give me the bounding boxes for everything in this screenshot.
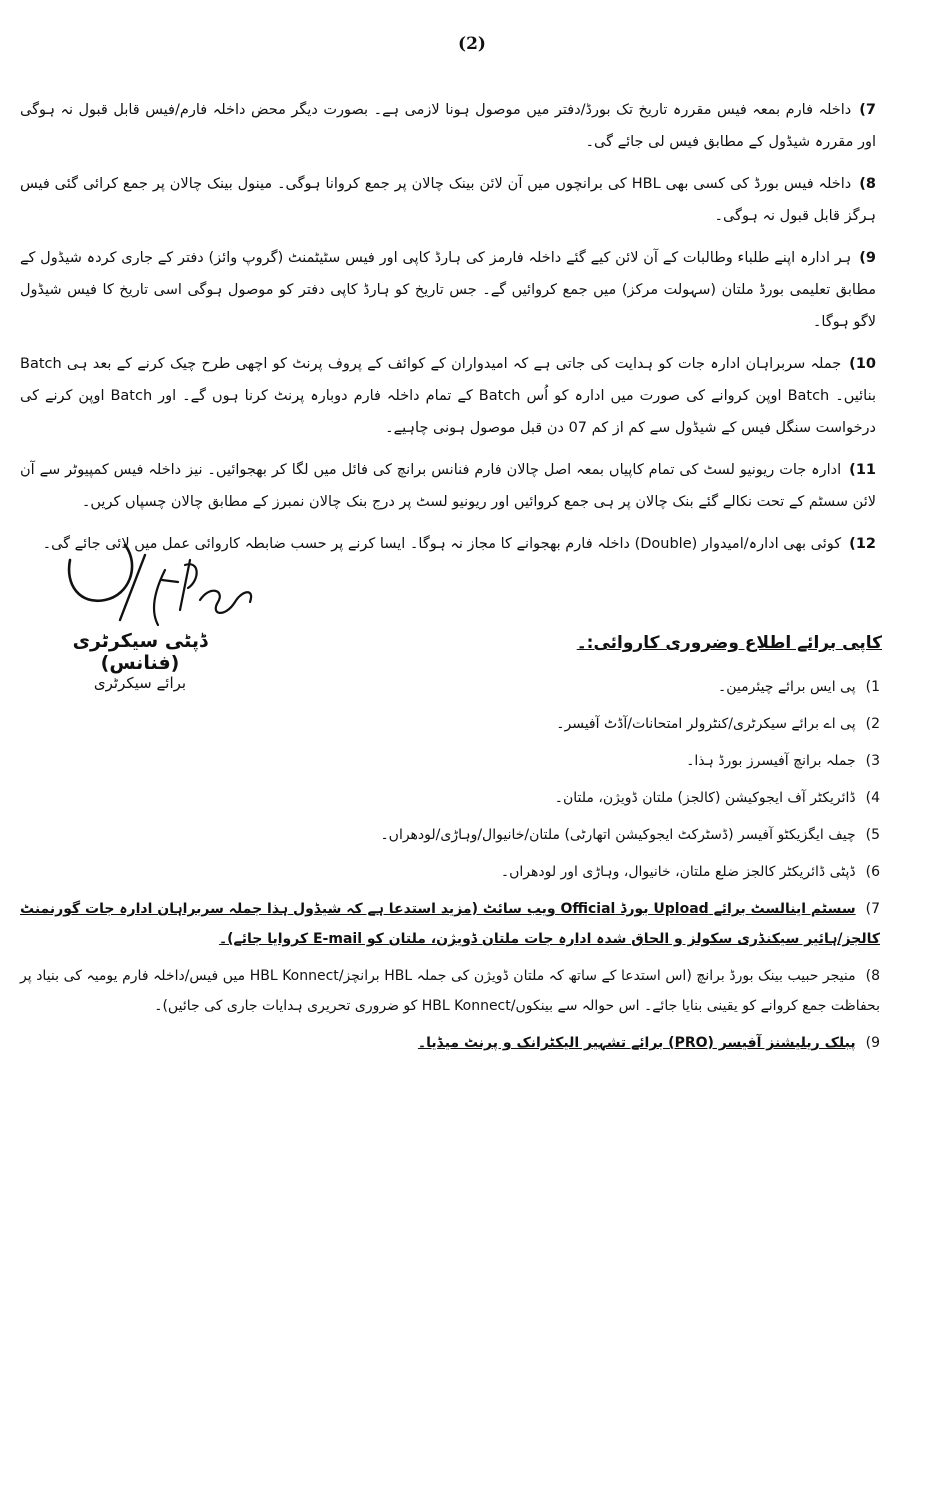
- copy-item-text: سسٹم اینالسٹ برائے Upload بورڈ Official ویب سائٹ (مزید استدعا ہے کہ شیڈول ہذا جملہ سربراہان ادارہ جات گورنمنٹ کالجز/ہائیر سیکنڈری سکولز و الحاق شدہ ادارہ جات ملتان ڈویژن، ملتان کو E-mail کروایا جائے)۔: [20, 901, 880, 947]
- copy-item-5: [20, 820, 880, 850]
- copy-item-text: چیف ایگزیکٹو آفیسر (ڈسٹرکٹ ایجوکیشن اتھارٹی) ملتان/خانیوال/وہاڑی/لودھراں۔: [380, 827, 856, 843]
- clause-number: 7): [859, 102, 876, 118]
- clause-number: 12): [849, 536, 876, 552]
- copy-item-text: پی ایس برائے چیئرمین۔: [718, 679, 856, 695]
- copy-list: [20, 672, 880, 1065]
- copy-item-number: 1): [865, 679, 880, 695]
- copy-item-7: [20, 894, 880, 954]
- clause-11: [20, 454, 880, 518]
- handwritten-signature: [50, 540, 270, 640]
- clause-7: [20, 94, 880, 158]
- copy-item-3: [20, 746, 880, 776]
- clause-text: ادارہ جات ریونیو لسٹ کی تمام کاپیاں بمعہ اصل چالان فارم فنانس برانچ کی فائل میں لگا کر بھجوائیں۔ نیز داخلہ فیس کمپیوٹر سے آن لائن سسٹم کے تحت نکالے گئے بنک چالان پر ہی جمع کروائیں اور ریونیو لسٹ پر درج بنک چالان نمبرز کے مطابق چالان چسپاں کریں۔: [20, 462, 876, 510]
- clause-text: داخلہ فیس بورڈ کی کسی بھی HBL کی برانچوں میں آن لائن بینک چالان پر جمع کروانا ہوگی۔ مینول بینک چالان پر جمع کرائی گئی فیس ہرگز قابل قبول نہ ہوگی۔: [20, 176, 876, 224]
- signatory-title: ڈپٹی سیکرٹری (فنانس): [72, 630, 208, 674]
- clause-text: کوئی بھی ادارہ/امیدوار (Double) داخلہ فارم بھجوانے کا مجاز نہ ہوگا۔ ایسا کرنے پر حسب ضابطہ کاروائی عمل میں لائی جائے گی۔: [42, 536, 842, 552]
- copy-item-9: [20, 1028, 880, 1058]
- copy-item-text: پبلک ریلیشنز آفیسر (PRO) برائے تشہیر الیکٹرانک و پرنٹ میڈیا۔: [417, 1035, 856, 1051]
- clause-text: ہر ادارہ اپنے طلباء وطالبات کے آن لائن کیے گئے داخلہ فارمز کی ہارڈ کاپی اور فیس سٹیٹمنٹ (گروپ وائز) دفتر کے جاری کردہ شیڈول کے مطابق تعلیمی بورڈ ملتان (سہولت مرکز) میں جمع کروائیں گے۔ جس تاریخ کو ہارڈ کاپی دفتر کو موصول ہوگی اسی تاریخ کا فیس شیڈول لاگو ہوگا۔: [20, 250, 876, 330]
- clause-9: [20, 242, 880, 338]
- copy-item-4: [20, 783, 880, 813]
- copy-item-number: 4): [865, 790, 880, 806]
- copy-item-number: 7): [865, 901, 880, 917]
- copy-item-8: [20, 961, 880, 1021]
- clause-number: 10): [849, 356, 876, 372]
- clause-number: 8): [859, 176, 876, 192]
- copy-item-text: ڈائریکٹر آف ایجوکیشن (کالجز) ملتان ڈویژن، ملتان۔: [554, 790, 856, 806]
- copy-item-number: 5): [865, 827, 880, 843]
- copy-item-text: منیجر حبیب بینک بورڈ برانچ (اس استدعا کے ساتھ کہ ملتان ڈویژن کی جملہ HBL برانچز/HBL Konnect میں فیس/داخلہ فارم یومیہ کی بنیاد پر بحفاظت جمع کروانے کو یقینی بنایا جائے۔ اس حوالہ سے بینکوں/HBL Konnect کو ضروری تحریری ہدایات جاری کی جائیں)۔: [20, 968, 880, 1014]
- page-number: (2): [458, 34, 486, 54]
- clause-number: 9): [859, 250, 876, 266]
- clause-text: جملہ سربراہان ادارہ جات کو ہدایت کی جاتی ہے کہ امیدواران کے کوائف کے پروف پرنٹ کو اچھی طرح چیک کرنے کے بعد ہی Batch بنائیں۔ Batch اوپن کروانے کی صورت میں ادارہ کو اُس Batch کے تمام داخلہ فارم دوبارہ پرنٹ کرنا ہوں گے۔ اور Batch اوپن کرنے کی درخواست سنگل فیس کے شیڈول سے کم از کم 07 دن قبل موصول ہونی چاہیے۔: [20, 356, 876, 436]
- copy-item-1: [20, 672, 880, 702]
- clause-8: [20, 168, 880, 232]
- clause-number: 11): [849, 462, 876, 478]
- copy-item-2: [20, 709, 880, 739]
- copy-item-text: ڈپٹی ڈائریکٹر کالجز ضلع ملتان، خانیوال، وہاڑی اور لودھراں۔: [500, 864, 856, 880]
- clause-text: داخلہ فارم بمعہ فیس مقررہ تاریخ تک بورڈ/دفتر میں موصول ہونا لازمی ہے۔ بصورت دیگر محض داخلہ فارم/فیس قابل قبول نہ ہوگی اور مقررہ شیڈول کے مطابق فیس لی جائے گی۔: [20, 102, 876, 150]
- copy-item-number: 3): [865, 753, 880, 769]
- signatory-subtitle: برائے سیکرٹری: [93, 674, 187, 692]
- copy-item-text: جملہ برانچ آفیسرز بورڈ ہذا۔: [686, 753, 856, 769]
- copy-item-text: پی اے برائے سیکرٹری/کنٹرولر امتحانات/آڈٹ آفیسر۔: [556, 716, 856, 732]
- copy-item-6: [20, 857, 880, 887]
- clause-10: [20, 348, 880, 444]
- copy-item-number: 6): [865, 864, 880, 880]
- copy-heading: کاپی برائے اطلاع وضروری کاروائی:۔: [576, 633, 882, 653]
- copy-item-number: 2): [865, 716, 880, 732]
- copy-item-number: 9): [865, 1035, 880, 1051]
- copy-item-number: 8): [865, 968, 881, 984]
- clauses-list: [20, 94, 880, 570]
